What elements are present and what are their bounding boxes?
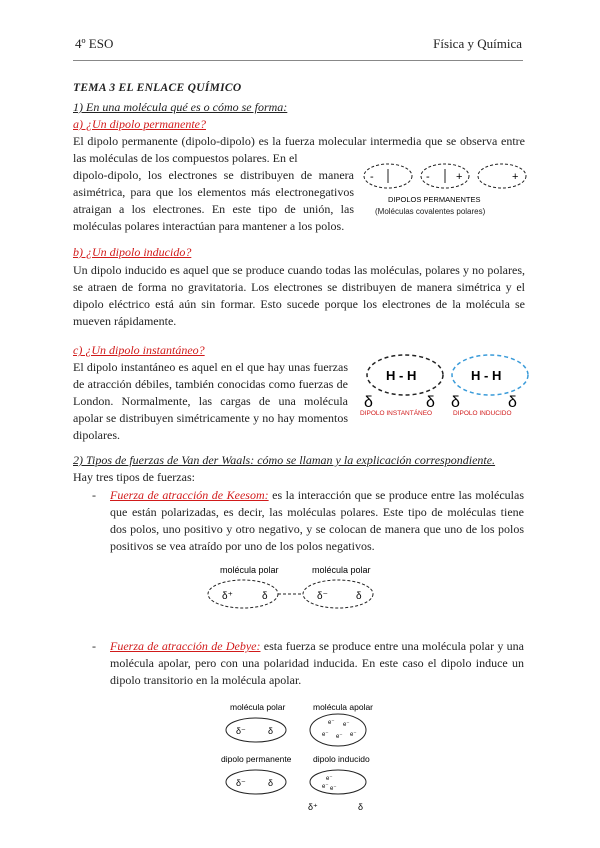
debye-d-3: δ [358,802,364,812]
keesom-d-2: δ [356,591,362,602]
figure-keesom [200,562,390,612]
paragraph-dipolo-permanente-2: dipolo-dipolo, los electrones se distribuyen de manera asimétrica, para que los elementos más electronegativos atraigan a los electrones. En este tipo de unión, las moléculas polares interactúan para mantener a los polos. [73,168,354,233]
keesom-d-minus-2: δ⁻ [317,591,328,602]
perm-caption-2: (Moléculas covalentes polares) [375,207,486,216]
debye-d-2: δ [268,778,274,788]
figure-debye [218,700,388,815]
debye-name: Fuerza de atracción de Debye: [110,639,261,653]
debye-label-permanent: dipolo permanente [221,754,292,764]
figure-dipolo-instantaneo [358,350,533,420]
perm-plus-1: + [456,171,463,183]
debye-e-1: e⁻ [328,720,335,726]
debye-d-1: δ [268,726,274,736]
paragraph-dipolo-instantaneo: El dipolo instantáneo es aquel en el que hay unas fuerzas de atracción débiles, también conocidas como fuerzas de London. Normalmente, las cargas de una molécula apolar se distribuyen simétricamente y no hay momentos dipolares. [73,360,348,442]
debye-d-minus-2: δ⁻ [236,778,246,788]
perm-minus-1: - [370,171,374,183]
header-course: 4º ESO [75,36,114,51]
perm-minus-2: - [426,171,430,183]
question-1: 1) En una molécula qué es o cómo se forma: [73,100,288,114]
inst-label-left: DIPOLO INSTANTÁNEO [360,410,433,417]
keesom-label-right: molécula polar [312,565,371,575]
debye-e-3: e⁻ [322,732,329,738]
debye-e-7: e⁻ [322,784,329,790]
paragraph-dipolo-inducido: Un dipolo inducido es aquel que se produce cuando todas las moléculas, polares y no polares, se atraen de forma no gravitatoria. Los electrones se distribuyen de manera simétrica y el dipolo eléctrico está aún sin formar. Esto sucede porque los electrones de la molécula se mueven rápidamente. [73,263,525,328]
intro-tipos: Hay tres tipos de fuerzas: [73,470,195,484]
figure-dipolos-permanentes [360,160,530,220]
debye-e-6: e⁻ [326,776,333,782]
debye-e-8: e⁻ [330,786,337,792]
question-2: 2) Tipos de fuerzas de Van der Waals: cómo se llaman y la explicación correspondiente. [73,453,496,467]
inst-delta-3: δ [451,394,460,411]
perm-caption-1: DIPOLOS PERMANENTES [388,195,481,204]
keesom-name: Fuerza de atracción de Keesom: [110,488,269,502]
inst-delta-2: δ [426,394,435,411]
header-subject: Física y Química [433,36,522,51]
perm-plus-2: + [512,171,519,183]
bullet-dash: - [92,639,96,653]
inst-delta-1: δ [364,394,373,411]
keesom-label-left: molécula polar [220,565,279,575]
inst-label-right: DIPOLO INDUCIDO [453,410,512,417]
bullet-dash: - [92,488,96,502]
heading-dipolo-instantaneo: c) ¿Un dipolo instantáneo? [73,343,205,357]
debye-text: esta fuerza se produce entre una molécula polar y una molécula apolar, pero con una polaridad inducida. En este caso el dipolo induce un dipolo transitorio en la molécula apolar. [110,639,525,687]
debye-label-induced: dipolo inducido [313,754,370,764]
debye-e-2: e⁻ [343,722,350,728]
heading-dipolo-inducido: b) ¿Un dipolo inducido? [73,245,192,259]
heading-dipolo-permanente: a) ¿Un dipolo permanente? [73,117,206,131]
header-divider [73,60,523,61]
debye-d-minus-1: δ⁻ [236,726,246,736]
debye-d-plus-3: δ⁺ [308,802,318,812]
keesom-text: es la interacción que se produce entre las moléculas que están polarizadas, es decir, las moléculas polares. Este tipo de moléculas tiene dos polos, uno positivo y otro negativo, y se colocan de manera que uno de los polos positivos se vea atraído por uno de los polos negativos. [110,488,524,553]
page-title: TEMA 3 EL ENLACE QUÍMICO [73,82,242,94]
inst-delta-4: δ [508,394,517,411]
debye-e-5: e⁻ [350,732,357,738]
keesom-d-1: δ [262,591,268,602]
debye-label-apolar: molécula apolar [313,702,374,712]
inst-molecule-1: H - H [386,368,417,383]
debye-label-polar: molécula polar [230,702,286,712]
paragraph-dipolo-permanente-1: El dipolo permanente (dipolo-dipolo) es la fuerza molecular intermedia que se observa entre las moléculas de los compuestos polares. En el [73,134,525,165]
keesom-d-plus-1: δ⁺ [222,591,233,602]
inst-molecule-2: H - H [471,368,502,383]
debye-e-4: e⁻ [336,734,343,740]
